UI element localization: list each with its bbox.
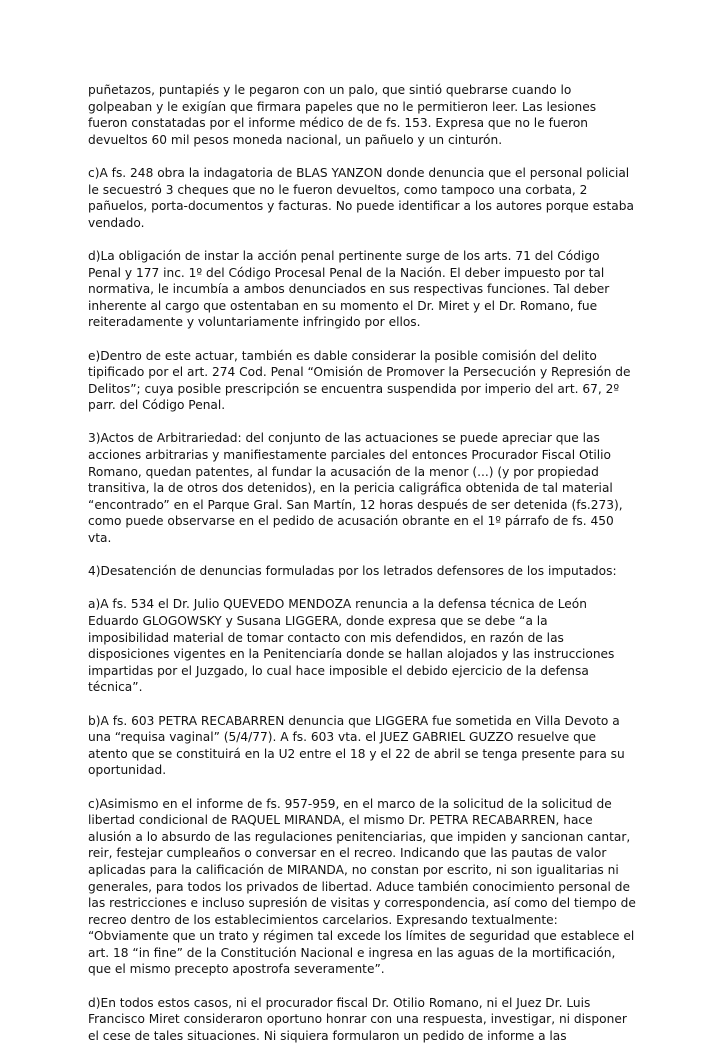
text-line: d)La obligación de instar la acción penal pertinente surge de los arts. 71 del Código: [88, 248, 600, 263]
text-line: 4)Desatención de denuncias formuladas por los letrados defensores de los imputados:: [88, 564, 617, 579]
document-page: [88, 82, 648, 1061]
paragraph: [88, 82, 648, 148]
text-line: inherente al cargo que ostentaban en su momento el Dr. Miret y el Dr. Romano, fue: [88, 298, 598, 313]
text-line: atento que se constituirá en la U2 entre el 18 y el 22 de abril se tenga presente para su: [88, 746, 625, 761]
text-line: parr. del Código Penal.: [88, 398, 226, 413]
paragraph: [88, 430, 648, 546]
text-line: las restricciones e incluso supresión de visitas y correspondencia, así como del tiempo de: [88, 896, 636, 911]
text-line: alusión a lo absurdo de las regulaciones penitenciarias, que impiden y sancionan cantar,: [88, 829, 631, 844]
text-line: una “requisa vaginal” (5/4/77). A fs. 603 vta. el JUEZ GABRIEL GUZZO resuelve que: [88, 730, 597, 745]
text-line: a)A fs. 534 el Dr. Julio QUEVEDO MENDOZA renuncia a la defensa técnica de León: [88, 597, 587, 612]
paragraph: [88, 713, 648, 779]
text-line: 3)Actos de Arbitrariedad: del conjunto de las actuaciones se puede apreciar que las: [88, 431, 600, 446]
text-line: que el mismo precepto apostrofa severamente”.: [88, 962, 385, 977]
text-line: art. 18 “in fine” de la Constitución Nacional e ingresa en las aguas de la mortificación,: [88, 945, 616, 960]
text-line: tipificado por el art. 274 Cod. Penal “Omisión de Promover la Persecución y Represión de: [88, 365, 631, 380]
text-line: devueltos 60 mil pesos moneda nacional, un pañuelo y un cinturón.: [88, 132, 503, 147]
text-line: imposibilidad material de tomar contacto con mis defendidos, en razón de las: [88, 630, 564, 645]
text-line: e)Dentro de este actuar, también es dable considerar la posible comisión del delito: [88, 348, 597, 363]
text-line: “Obviamente que un trato y régimen tal excede los límites de seguridad que establece el: [88, 929, 635, 944]
paragraph: [88, 348, 648, 414]
text-line: vendado.: [88, 215, 145, 230]
text-line: Francisco Miret consideraron oportuno honrar con una respuesta, investigar, ni disponer: [88, 1012, 627, 1027]
paragraph: [88, 796, 648, 979]
text-line: reir, festejar cumpleaños o conversar en el recreo. Indicando que las pautas de valor: [88, 846, 607, 861]
text-line: reiteradamente y voluntariamente infringido por ellos.: [88, 315, 421, 330]
text-line: Eduardo GLOGOWSKY y Susana LIGGERA, donde expresa que se debe “a la: [88, 614, 548, 628]
paragraph: [88, 995, 648, 1045]
text-line: libertad condicional de RAQUEL MIRANDA, el mismo Dr. PETRA RECABARREN, hace: [88, 813, 593, 828]
text-line: b)A fs. 603 PETRA RECABARREN denuncia que LIGGERA fue sometida en Villa Devoto a: [88, 713, 620, 728]
text-line: c)A fs. 248 obra la indagatoria de BLAS YANZON donde denuncia que el personal policial: [88, 165, 630, 180]
text-line: fueron constatadas por el informe médico de de fs. 153. Expresa que no le fueron: [88, 116, 589, 131]
text-line: c)Asimismo en el informe de fs. 957-959, en el marco de la solicitud de la solicitud de: [88, 796, 612, 811]
text-line: Delitos”; cuya posible prescripción se encuentra suspendida por imperio del art. 67, 2º: [88, 381, 620, 396]
text-line: d)En todos estos casos, ni el procurador fiscal Dr. Otilio Romano, ni el Juez Dr. Luis: [88, 995, 591, 1010]
paragraph: [88, 248, 648, 331]
text-line: oportunidad.: [88, 763, 167, 778]
text-line: aplicadas para la calificación de MIRANDA, no constan por escrito, ni son igualitarias ni: [88, 862, 619, 877]
text-line: el cese de tales situaciones. Ni siquiera formularon un pedido de informe a las: [88, 1028, 567, 1043]
text-line: transitiva, la de otros dos detenidos), en la pericia caligráfica obtenida de tal material: [88, 481, 613, 496]
paragraph: [88, 596, 648, 696]
text-line: Penal y 177 inc. 1º del Código Procesal Penal de la Nación. El deber impuesto por tal: [88, 265, 605, 280]
text-line: Romano, quedan patentes, al fundar la acusación de la menor (...) (y por propiedad: [88, 464, 599, 479]
text-line: técnica”.: [88, 680, 143, 695]
paragraph: [88, 563, 648, 580]
text-line: como puede observarse en el pedido de acusación obrante en el 1º párrafo de fs. 450: [88, 514, 614, 529]
text-line: puñetazos, puntapiés y le pegaron con un palo, que sintió quebrarse cuando lo: [88, 83, 572, 97]
text-line: recreo dentro de los establecimientos carcelarios. Expresando textualmente:: [88, 912, 558, 927]
text-line: disposiciones vigentes en la Penitenciaría donde se hallan alojados y las instrucciones: [88, 647, 615, 662]
text-line: acciones arbitrarias y manifiestamente parciales del entonces Procurador Fiscal Otilio: [88, 448, 611, 463]
text-line: impartidas por el Juzgado, lo cual hace imposible el debido ejercicio de la defensa: [88, 663, 589, 678]
text-line: generales, para todos los privados de libertad. Aduce también conocimiento personal de: [88, 879, 631, 894]
text-line: “encontrado” en el Parque Gral. San Martín, 12 horas después de ser detenida (fs.273),: [88, 497, 623, 512]
text-line: pañuelos, porta-documentos y facturas. No puede identificar a los autores porque estaba: [88, 199, 634, 214]
paragraph: [88, 165, 648, 231]
text-line: vta.: [88, 531, 112, 546]
text-line: normativa, le incumbía a ambos denunciados en sus respectivas funciones. Tal deber: [88, 282, 610, 297]
text-line: golpeaban y le exigían que firmara papeles que no le permitieron leer. Las lesiones: [88, 99, 597, 114]
text-line: le secuestró 3 cheques que no le fueron devueltos, como tampoco una corbata, 2: [88, 182, 588, 197]
